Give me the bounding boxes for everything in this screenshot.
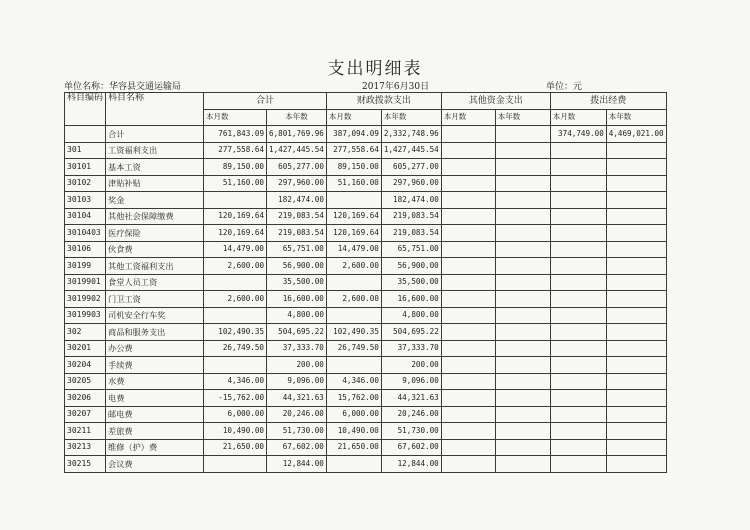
total-year-cell: 219,083.54 <box>267 225 327 242</box>
other-month-cell <box>441 208 495 225</box>
account-code-cell: 30104 <box>65 208 106 225</box>
transfer-year-cell: 4,469,021.00 <box>606 126 666 143</box>
other-year-cell <box>495 225 550 242</box>
transfer-year-cell <box>606 373 666 390</box>
fiscal-year-cell: 44,321.63 <box>381 390 441 407</box>
fiscal-month-cell: 26,749.50 <box>326 340 381 357</box>
total-year-cell: 56,900.00 <box>267 258 327 275</box>
header-total-month: 本月数 <box>204 109 267 126</box>
fiscal-month-cell: 14,479.00 <box>326 241 381 258</box>
header-transfer: 拨出经费 <box>550 93 666 110</box>
other-month-cell <box>441 340 495 357</box>
total-month-cell: 102,490.35 <box>204 324 267 341</box>
account-name-cell: 基本工资 <box>106 159 204 176</box>
account-code-cell: 3019903 <box>65 307 106 324</box>
header-transfer-month: 本月数 <box>550 109 606 126</box>
other-year-cell <box>495 456 550 473</box>
fiscal-year-cell: 1,427,445.54 <box>381 142 441 159</box>
fiscal-month-cell <box>326 307 381 324</box>
account-code-cell: 30101 <box>65 159 106 176</box>
other-year-cell <box>495 175 550 192</box>
other-year-cell <box>495 390 550 407</box>
fiscal-month-cell: 15,762.00 <box>326 390 381 407</box>
transfer-month-cell <box>550 258 606 275</box>
total-month-cell: 2,600.00 <box>204 258 267 275</box>
header-other: 其他资金支出 <box>441 93 550 110</box>
transfer-year-cell <box>606 208 666 225</box>
transfer-month-cell <box>550 423 606 440</box>
table-row <box>65 406 667 423</box>
other-month-cell <box>441 175 495 192</box>
account-name-cell: 医疗保险 <box>106 225 204 242</box>
table-row <box>65 208 667 225</box>
account-code-cell: 30103 <box>65 192 106 209</box>
other-year-cell <box>495 439 550 456</box>
account-name-cell: 工资福利支出 <box>106 142 204 159</box>
other-year-cell <box>495 258 550 275</box>
total-month-cell: 277,558.64 <box>204 142 267 159</box>
account-code-cell <box>65 126 106 143</box>
header-code: 科目编码 <box>65 93 106 126</box>
fiscal-month-cell <box>326 192 381 209</box>
other-year-cell <box>495 241 550 258</box>
total-year-cell: 44,321.63 <box>267 390 327 407</box>
fiscal-year-cell: 297,960.00 <box>381 175 441 192</box>
account-code-cell: 30205 <box>65 373 106 390</box>
other-month-cell <box>441 324 495 341</box>
table-row <box>65 373 667 390</box>
other-month-cell <box>441 307 495 324</box>
other-month-cell <box>441 225 495 242</box>
other-year-cell <box>495 340 550 357</box>
transfer-year-cell <box>606 307 666 324</box>
account-code-cell: 3010403 <box>65 225 106 242</box>
transfer-month-cell <box>550 307 606 324</box>
header-fiscal-month: 本月数 <box>326 109 381 126</box>
other-month-cell <box>441 126 495 143</box>
account-code-cell: 30207 <box>65 406 106 423</box>
other-year-cell <box>495 126 550 143</box>
transfer-month-cell <box>550 225 606 242</box>
fiscal-month-cell <box>326 456 381 473</box>
other-month-cell <box>441 439 495 456</box>
account-name-cell: 伙食费 <box>106 241 204 258</box>
transfer-month-cell <box>550 340 606 357</box>
account-name-cell: 司机安全行车奖 <box>106 307 204 324</box>
table-row <box>65 126 667 143</box>
account-name-cell: 会议费 <box>106 456 204 473</box>
transfer-year-cell <box>606 258 666 275</box>
transfer-year-cell <box>606 324 666 341</box>
other-year-cell <box>495 192 550 209</box>
account-code-cell: 30215 <box>65 456 106 473</box>
header-fiscal-year: 本年数 <box>381 109 441 126</box>
header-name: 科目名称 <box>106 93 204 126</box>
transfer-month-cell <box>550 439 606 456</box>
transfer-year-cell <box>606 192 666 209</box>
total-year-cell: 12,844.00 <box>267 456 327 473</box>
other-month-cell <box>441 192 495 209</box>
total-year-cell: 504,695.22 <box>267 324 327 341</box>
fiscal-year-cell: 12,844.00 <box>381 456 441 473</box>
transfer-year-cell <box>606 423 666 440</box>
other-year-cell <box>495 406 550 423</box>
table-row <box>65 340 667 357</box>
total-year-cell: 9,096.00 <box>267 373 327 390</box>
other-year-cell <box>495 274 550 291</box>
transfer-month-cell <box>550 142 606 159</box>
other-month-cell <box>441 258 495 275</box>
transfer-month-cell <box>550 390 606 407</box>
transfer-month-cell <box>550 241 606 258</box>
fiscal-year-cell: 56,900.00 <box>381 258 441 275</box>
total-year-cell: 4,800.00 <box>267 307 327 324</box>
fiscal-month-cell: 10,490.00 <box>326 423 381 440</box>
fiscal-year-cell: 20,246.00 <box>381 406 441 423</box>
fiscal-year-cell: 4,800.00 <box>381 307 441 324</box>
document-title: 支出明细表 <box>327 59 423 79</box>
total-month-cell <box>204 307 267 324</box>
account-name-cell: 津贴补贴 <box>106 175 204 192</box>
total-year-cell: 219,083.54 <box>267 208 327 225</box>
fiscal-month-cell: 2,600.00 <box>326 291 381 308</box>
account-code-cell: 30213 <box>65 439 106 456</box>
account-code-cell: 30102 <box>65 175 106 192</box>
fiscal-year-cell: 51,730.00 <box>381 423 441 440</box>
total-month-cell: 26,749.50 <box>204 340 267 357</box>
total-month-cell: 51,160.00 <box>204 175 267 192</box>
total-month-cell: 21,650.00 <box>204 439 267 456</box>
table-row <box>65 142 667 159</box>
table-row <box>65 324 667 341</box>
fiscal-month-cell: 102,490.35 <box>326 324 381 341</box>
transfer-year-cell <box>606 390 666 407</box>
transfer-month-cell <box>550 406 606 423</box>
transfer-month-cell <box>550 357 606 374</box>
transfer-year-cell <box>606 291 666 308</box>
other-year-cell <box>495 423 550 440</box>
fiscal-month-cell: 21,650.00 <box>326 439 381 456</box>
total-month-cell <box>204 192 267 209</box>
account-name-cell: 差旅费 <box>106 423 204 440</box>
header-row-top <box>65 93 667 110</box>
unit-name: 单位名称：华容县交通运输局 <box>64 82 182 92</box>
total-year-cell: 297,960.00 <box>267 175 327 192</box>
header-total-year: 本年数 <box>267 109 327 126</box>
account-code-cell: 30206 <box>65 390 106 407</box>
table-row <box>65 241 667 258</box>
fiscal-year-cell: 200.00 <box>381 357 441 374</box>
other-month-cell <box>441 291 495 308</box>
account-name-cell: 手续费 <box>106 357 204 374</box>
other-year-cell <box>495 357 550 374</box>
account-name-cell: 奖金 <box>106 192 204 209</box>
transfer-year-cell <box>606 241 666 258</box>
transfer-year-cell <box>606 142 666 159</box>
fiscal-year-cell: 504,695.22 <box>381 324 441 341</box>
table-row <box>65 175 667 192</box>
transfer-month-cell <box>550 373 606 390</box>
total-month-cell: -15,762.00 <box>204 390 267 407</box>
table-row <box>65 225 667 242</box>
fiscal-year-cell: 219,083.54 <box>381 225 441 242</box>
account-name-cell: 其他工资福利支出 <box>106 258 204 275</box>
total-year-cell: 37,333.70 <box>267 340 327 357</box>
fiscal-year-cell: 35,500.00 <box>381 274 441 291</box>
account-code-cell: 30199 <box>65 258 106 275</box>
other-year-cell <box>495 142 550 159</box>
account-code-cell: 30201 <box>65 340 106 357</box>
total-year-cell: 67,602.00 <box>267 439 327 456</box>
other-year-cell <box>495 324 550 341</box>
other-year-cell <box>495 307 550 324</box>
other-month-cell <box>441 274 495 291</box>
other-year-cell <box>495 373 550 390</box>
table-row <box>65 307 667 324</box>
table-row <box>65 291 667 308</box>
account-name-cell: 食堂人员工资 <box>106 274 204 291</box>
account-code-cell: 30106 <box>65 241 106 258</box>
fiscal-month-cell <box>326 274 381 291</box>
other-month-cell <box>441 159 495 176</box>
transfer-year-cell <box>606 357 666 374</box>
fiscal-month-cell: 277,558.64 <box>326 142 381 159</box>
total-year-cell: 605,277.00 <box>267 159 327 176</box>
fiscal-month-cell: 4,346.00 <box>326 373 381 390</box>
account-code-cell: 3019901 <box>65 274 106 291</box>
account-name-cell: 电费 <box>106 390 204 407</box>
fiscal-year-cell: 182,474.00 <box>381 192 441 209</box>
fiscal-month-cell: 387,094.09 <box>326 126 381 143</box>
account-name-cell: 门卫工资 <box>106 291 204 308</box>
account-code-cell: 30204 <box>65 357 106 374</box>
fiscal-month-cell <box>326 357 381 374</box>
total-month-cell: 120,169.64 <box>204 225 267 242</box>
transfer-year-cell <box>606 225 666 242</box>
fiscal-year-cell: 2,332,748.96 <box>381 126 441 143</box>
fiscal-month-cell: 2,600.00 <box>326 258 381 275</box>
total-year-cell: 6,801,769.96 <box>267 126 327 143</box>
other-month-cell <box>441 456 495 473</box>
fiscal-year-cell: 16,600.00 <box>381 291 441 308</box>
account-name-cell: 合计 <box>106 126 204 143</box>
transfer-month-cell <box>550 291 606 308</box>
total-year-cell: 20,246.00 <box>267 406 327 423</box>
account-code-cell: 302 <box>65 324 106 341</box>
table-row <box>65 390 667 407</box>
other-year-cell <box>495 208 550 225</box>
header-transfer-year: 本年数 <box>606 109 666 126</box>
fiscal-year-cell: 605,277.00 <box>381 159 441 176</box>
fiscal-month-cell: 51,160.00 <box>326 175 381 192</box>
total-month-cell: 2,600.00 <box>204 291 267 308</box>
fiscal-year-cell: 65,751.00 <box>381 241 441 258</box>
table-row <box>65 456 667 473</box>
table-row <box>65 423 667 440</box>
total-year-cell: 35,500.00 <box>267 274 327 291</box>
table-row <box>65 258 667 275</box>
account-name-cell: 水费 <box>106 373 204 390</box>
total-year-cell: 65,751.00 <box>267 241 327 258</box>
other-month-cell <box>441 142 495 159</box>
expenditure-table <box>64 92 667 473</box>
transfer-year-cell <box>606 456 666 473</box>
other-month-cell <box>441 423 495 440</box>
currency-unit: 单位：元 <box>546 82 583 92</box>
account-name-cell: 办公费 <box>106 340 204 357</box>
total-month-cell <box>204 357 267 374</box>
fiscal-month-cell: 6,000.00 <box>326 406 381 423</box>
header-fiscal: 财政拨款支出 <box>326 93 441 110</box>
transfer-year-cell <box>606 406 666 423</box>
total-month-cell: 120,169.64 <box>204 208 267 225</box>
transfer-month-cell <box>550 208 606 225</box>
account-name-cell: 维修（护）费 <box>106 439 204 456</box>
total-month-cell <box>204 456 267 473</box>
total-year-cell: 200.00 <box>267 357 327 374</box>
account-code-cell: 30211 <box>65 423 106 440</box>
transfer-month-cell <box>550 324 606 341</box>
other-month-cell <box>441 373 495 390</box>
transfer-month-cell <box>550 175 606 192</box>
transfer-year-cell <box>606 439 666 456</box>
other-year-cell <box>495 291 550 308</box>
table-row <box>65 192 667 209</box>
transfer-year-cell <box>606 159 666 176</box>
fiscal-month-cell: 89,150.00 <box>326 159 381 176</box>
other-month-cell <box>441 357 495 374</box>
other-month-cell <box>441 390 495 407</box>
transfer-month-cell <box>550 192 606 209</box>
account-name-cell: 商品和服务支出 <box>106 324 204 341</box>
fiscal-year-cell: 9,096.00 <box>381 373 441 390</box>
account-name-cell: 邮电费 <box>106 406 204 423</box>
other-year-cell <box>495 159 550 176</box>
other-month-cell <box>441 241 495 258</box>
table-row <box>65 439 667 456</box>
other-month-cell <box>441 406 495 423</box>
account-name-cell: 其他社会保障缴费 <box>106 208 204 225</box>
fiscal-month-cell: 120,169.64 <box>326 208 381 225</box>
total-year-cell: 16,600.00 <box>267 291 327 308</box>
table-row <box>65 159 667 176</box>
total-month-cell: 6,000.00 <box>204 406 267 423</box>
header-other-month: 本月数 <box>441 109 495 126</box>
total-month-cell <box>204 274 267 291</box>
transfer-year-cell <box>606 340 666 357</box>
transfer-month-cell: 374,749.00 <box>550 126 606 143</box>
account-code-cell: 301 <box>65 142 106 159</box>
fiscal-year-cell: 37,333.70 <box>381 340 441 357</box>
transfer-month-cell <box>550 159 606 176</box>
transfer-month-cell <box>550 456 606 473</box>
fiscal-year-cell: 67,602.00 <box>381 439 441 456</box>
total-year-cell: 1,427,445.54 <box>267 142 327 159</box>
total-month-cell: 761,843.09 <box>204 126 267 143</box>
total-month-cell: 10,490.00 <box>204 423 267 440</box>
total-month-cell: 4,346.00 <box>204 373 267 390</box>
header-other-year: 本年数 <box>495 109 550 126</box>
header-total: 合计 <box>204 93 327 110</box>
fiscal-month-cell: 120,169.64 <box>326 225 381 242</box>
account-code-cell: 3019902 <box>65 291 106 308</box>
total-year-cell: 51,730.00 <box>267 423 327 440</box>
transfer-year-cell <box>606 274 666 291</box>
total-year-cell: 182,474.00 <box>267 192 327 209</box>
transfer-month-cell <box>550 274 606 291</box>
report-date: 2017年6月30日 <box>362 82 430 92</box>
total-month-cell: 89,150.00 <box>204 159 267 176</box>
fiscal-year-cell: 219,083.54 <box>381 208 441 225</box>
table-row <box>65 357 667 374</box>
table-row <box>65 274 667 291</box>
transfer-year-cell <box>606 175 666 192</box>
total-month-cell: 14,479.00 <box>204 241 267 258</box>
